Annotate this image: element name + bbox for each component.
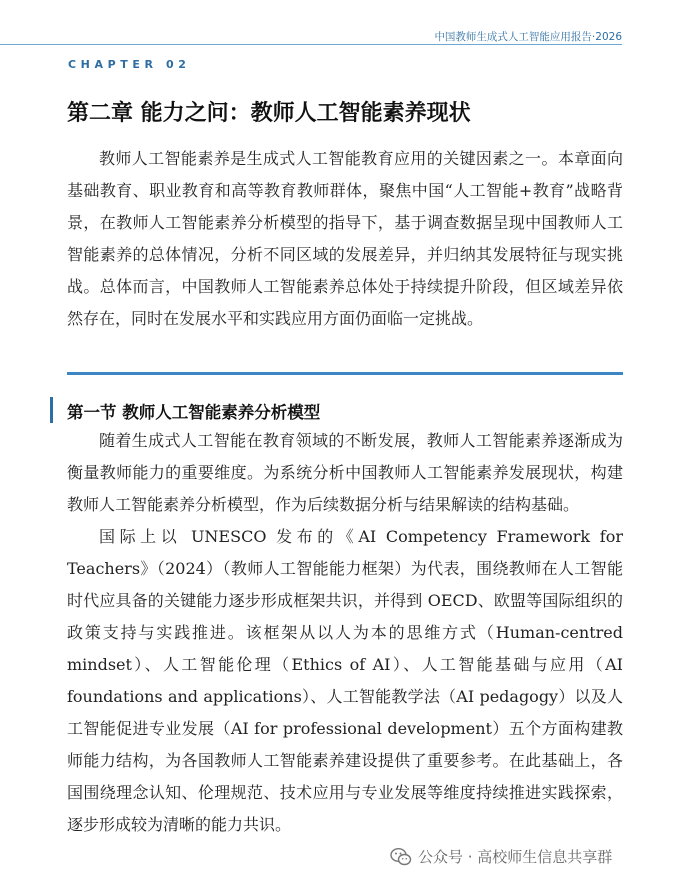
section-accent-bar <box>50 397 53 423</box>
report-header-title: 中国教师生成式人工智能应用报告·2026 <box>434 31 622 43</box>
header-divider <box>0 44 622 45</box>
section-paragraph-2: 国际上以 UNESCO 发布的《AI Competency Framework for Teachers》（2024）（教师人工智能能力框架）为代表，围绕教师在人工智能时代应具备的关键能力逐步形成框架共识，并得到 OECD、欧盟等国际组织的政策支持与实践推进。该框架从以人为本的思维方式（Human-centred mindset）、人工智能伦理（Ethics of AI）、人工智能基础与应用（AI foundations and applications）、人工智能教学法（AI pedagogy）以及人工智能促进专业发展（AI for professional development）五个方面构建教师能力结构，为各国教师人工智能素养建设提供了重要参考。在此基础上，各国围绕理念认知、伦理规范、技术应用与专业发展等维度持续推进实践探索，逐步形成较为清晰的能力共识。 <box>67 527 623 834</box>
watermark-text: 公众号 · 高校师生信息共享群 <box>418 848 613 866</box>
section-title: 第一节 教师人工智能素养分析模型 <box>67 403 321 422</box>
section-divider <box>67 372 623 375</box>
watermark <box>390 846 612 867</box>
chapter-label: CHAPTER 02 <box>68 58 191 71</box>
intro-paragraph: 教师人工智能素养是生成式人工智能教育应用的关键因素之一。本章面向基础教育、职业教育和高等教育教师群体，聚焦中国“人工智能+教育”战略背景，在教师人工智能素养分析模型的指导下，基于调查数据呈现中国教师人工智能素养的总体情况，分析不同区域的发展差异，并归纳其发展特征与现实挑战。总体而言，中国教师人工智能素养总体处于持续提升阶段，但区域差异依然存在，同时在发展水平和实践应用方面仍面临一定挑战。 <box>67 149 623 328</box>
wechat-icon <box>390 847 412 867</box>
section-paragraph-1: 随着生成式人工智能在教育领域的不断发展，教师人工智能素养逐渐成为衡量教师能力的重要维度。为系统分析中国教师人工智能素养发展现状，构建教师人工智能素养分析模型，作为后续数据分析与结果解读的结构基础。 <box>67 431 623 514</box>
chapter-title: 第二章 能力之问：教师人工智能素养现状 <box>67 101 471 126</box>
